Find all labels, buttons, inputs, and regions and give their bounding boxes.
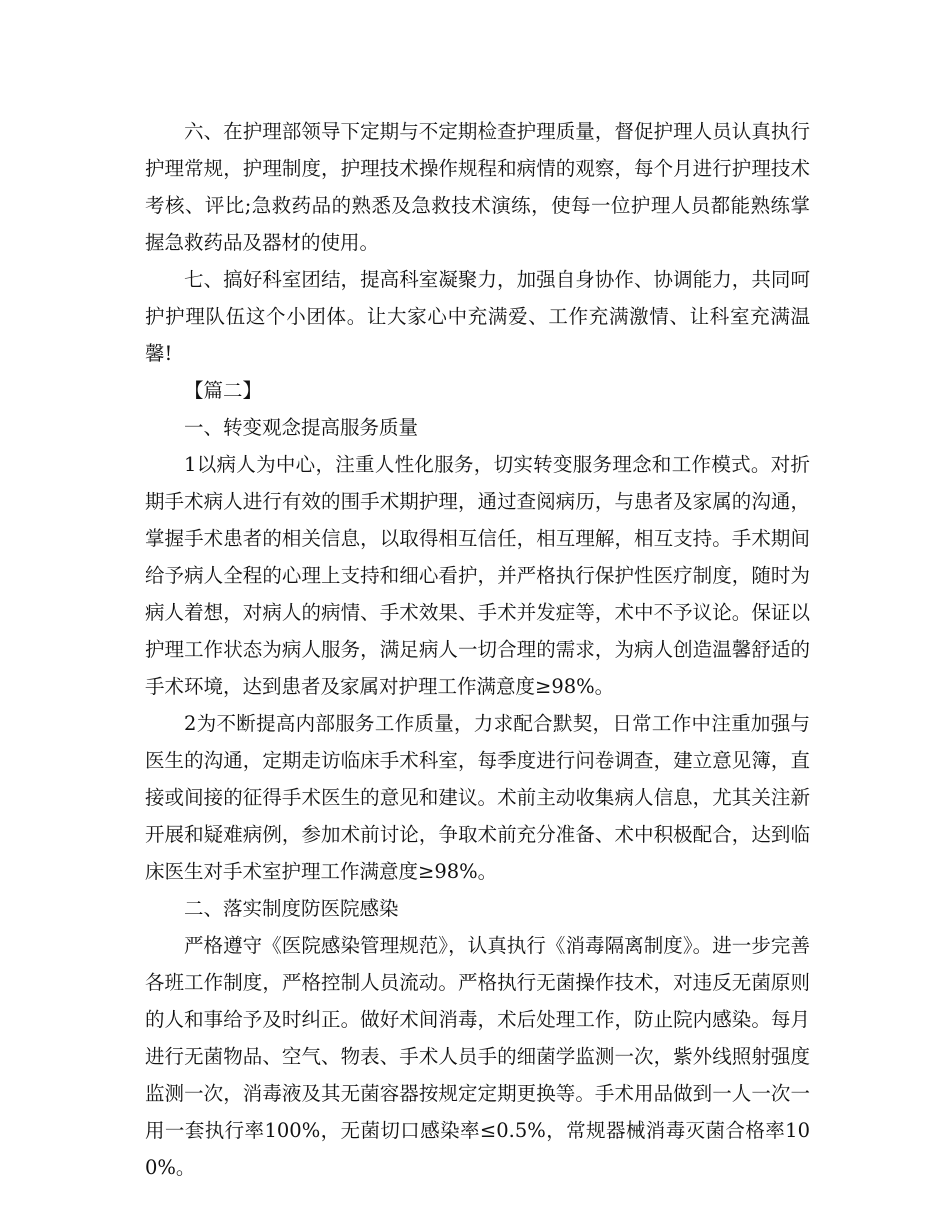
paragraph-seven: 七、搞好科室团结，提高科室凝聚力，加强自身协作、协调能力，共同呵护护理队伍这个小团体。让大家心中充满爱、工作充满激情、让科室充满温馨! bbox=[145, 268, 810, 365]
heading-infection-control: 二、落实制度防医院感染 bbox=[184, 897, 399, 920]
paragraph-internal-service: 2为不断提高内部服务工作质量，力求配合默契，日常工作中注重加强与医生的沟通，定期走访临床手术科室，每季度进行问卷调查，建立意见簿，直接或间接的征得手术医生的意见和建议。术前主动收集病人信息，尤其关注新开展和疑难病例，参加术前讨论，争取术前充分准备、术中积极配合，达到临床医生对手术室护理工作满意度≥98%。 bbox=[145, 712, 810, 883]
heading-service-quality: 一、转变观念提高服务质量 bbox=[184, 416, 419, 439]
document-page bbox=[145, 113, 810, 1186]
paragraph-patient-centered: 1以病人为中心，注重人性化服务，切实转变服务理念和工作模式。对折期手术病人进行有效的围手术期护理，通过查阅病历，与患者及家属的沟通，掌握手术患者的相关信息，以取得相互信任，相互理解，相互支持。手术期间给予病人全程的心理上支持和细心看护，并严格执行保护性医疗制度，随时为病人着想，对病人的病情、手术效果、手术并发症等，术中不予议论。保证以护理工作状态为病人服务，满足病人一切合理的需求，为病人创造温馨舒适的手术环境，达到患者及家属对护理工作满意度≥98%。 bbox=[145, 453, 810, 698]
section-title-part-two: 【篇二】 bbox=[184, 379, 263, 402]
paragraph-infection-rules: 严格遵守《医院感染管理规范》，认真执行《消毒隔离制度》。进一步完善各班工作制度，严格控制人员流动。严格执行无菌操作技术，对违反无菌原则的人和事给予及时纠正。做好术间消毒，术后处理工作，防止院内感染。每月进行无菌物品、空气、物表、手术人员手的细菌学监测一次，紫外线照射强度监测一次，消毒液及其无菌容器按规定定期更换等。手术用品做到一人一次一用一套执行率100%，无菌切口感染率≤0.5%，常规器械消毒灭菌合格率100%。 bbox=[145, 934, 810, 1179]
paragraph-six: 六、在护理部领导下定期与不定期检查护理质量，督促护理人员认真执行护理常规，护理制度，护理技术操作规程和病情的观察，每个月进行护理技术考核、评比;急救药品的熟悉及急救技术演练，使每一位护理人员都能熟练掌握急救药品及器材的使用。 bbox=[145, 120, 810, 254]
